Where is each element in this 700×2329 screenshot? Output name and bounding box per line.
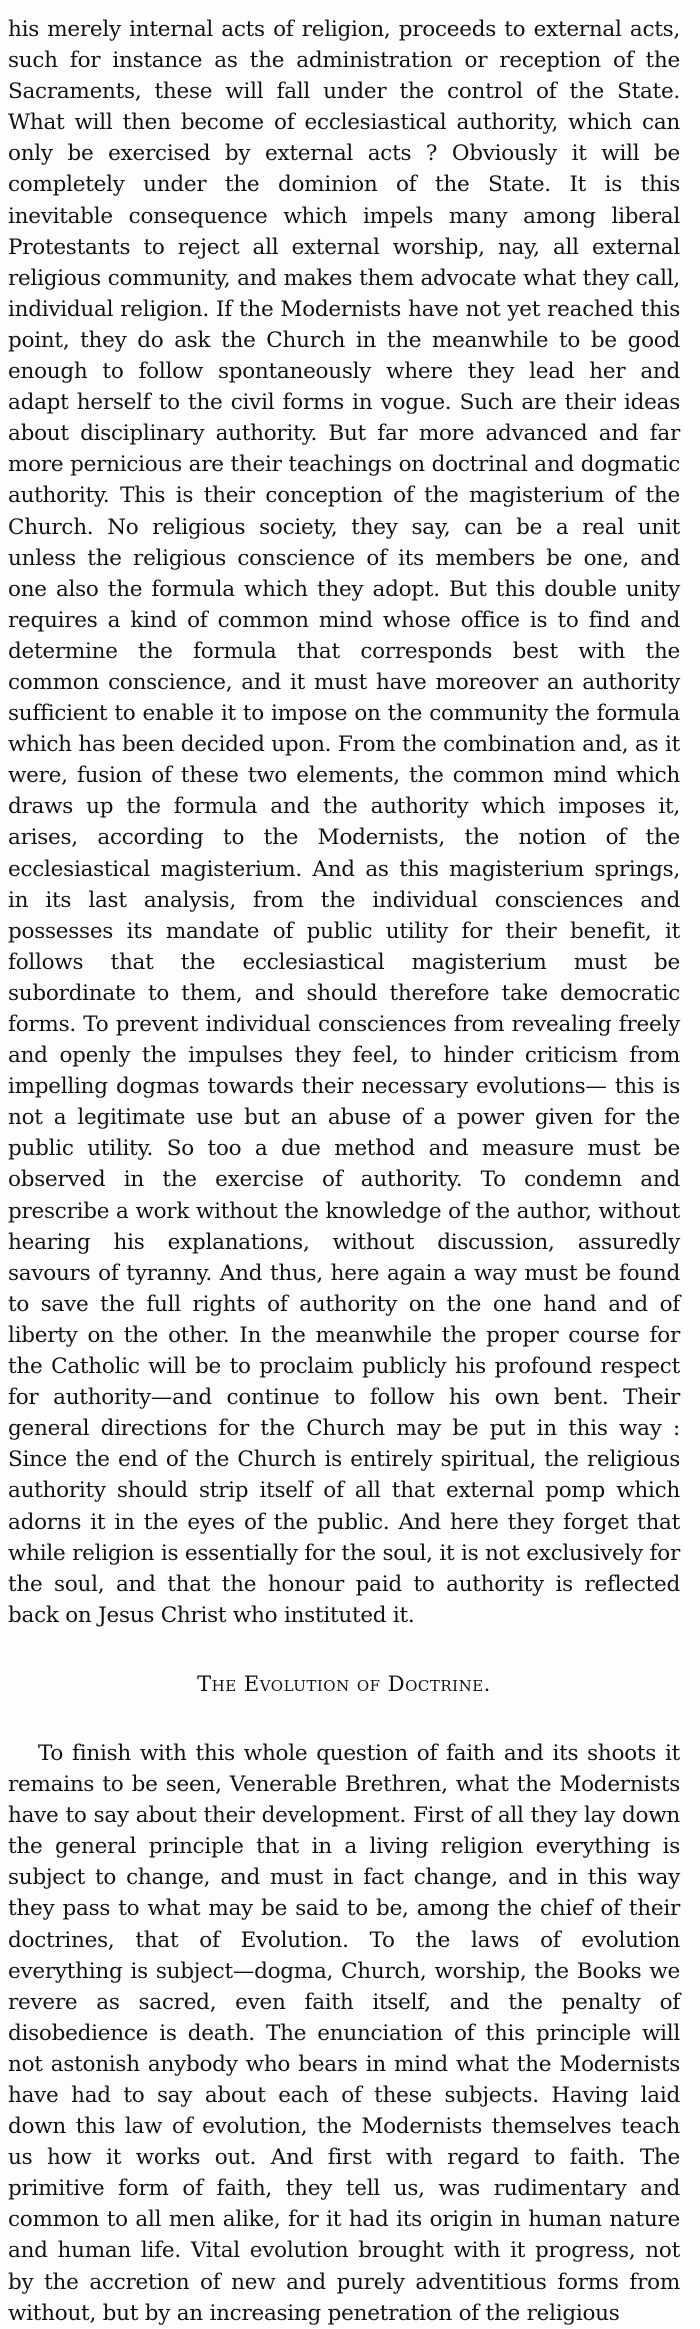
section-heading: The Evolution of Doctrine. <box>197 1671 491 1696</box>
body-paragraph: To finish with this whole question of faith and its shoots it remains to be seen, Venerable Brethren, what the Modernists have to say about their development. First of all they lay down the general principle that in a living religion everything is subject to change, and must in fact change, and in this way they pass to what may be said to be, among the chief of their doctrines, that of Evolution. To the laws of evolution everything is subject—dogma, Church, worship, the Books we revere as sacred, even faith itself, and the penalty of disobedience is death. The enunciation of this principle will not astonish anybody who bears in mind what the Modernists have had to say about each of these subjects. Having laid down this law of evolution, the Modernists themselves teach us how it works out. And first with regard to faith. The primitive form of faith, they tell us, was rudimentary and common to all men alike, for it had its origin in human nature and human life. Vital evolution brought with it progress, not by the accretion of new and purely adventitious forms from without, but by an increasing penetration of the religious <box>8 1740 680 2326</box>
body-paragraph: his merely internal acts of religion, proceeds to external acts, such for instance as the administration or reception of the Sacraments, these will fall under the control of the State. What will then become of ecclesiastical authority, which can only be exercised by external acts ? Obviously it will be completely under the dominion of the State. It is this inevitable consequence which impels many among liberal Protestants to reject all external worship, nay, all external religious community, and makes them advocate what they call, individual religion. If the Modernists have not yet reached this point, they do ask the Church in the meanwhile to be good enough to follow spontaneously where they lead her and adapt herself to the civil forms in vogue. Such are their ideas about disciplinary authority. But far more advanced and far more pernicious are their teachings on doctrinal and dogmatic authority. This is their conception of the magisterium of the Church. No religious society, they say, can be a real unit unless the religious conscience of its members be one, and one also the formula which they adopt. But this double unity requires a kind of common mind whose office is to find and determine the formula that corresponds best with the common conscience, and it must have moreover an authority sufficient to enable it to impose on the community the formula which has been decided upon. From the combination and, as it were, fusion of these two elements, the common mind which draws up the formula and the authority which imposes it, arises, according to the Modernists, the notion of the ecclesiastical magisterium. And as this magisterium springs, in its last analysis, from the individual consciences and possesses its mandate of public utility for their benefit, it follows that the ecclesiastical magisterium must be subordinate to them, and should therefore take democratic forms. To prevent individual consciences from revealing freely and openly the impulses they feel, to hinder criticism from impelling dogmas towards their necessary evolutions— this is not a legitimate use but an abuse of a power given for the public utility. So too a due method and measure must be observed in the exercise of authority. To condemn and prescribe a work without the knowledge of the author, without hearing his explanations, without discussion, assuredly savours of tyranny. And thus, here again a way must be found to save the full rights of authority on the one hand and of liberty on the other. In the meanwhile the proper course for the Catholic will be to proclaim publicly his profound respect for authority—and continue to follow his own bent. Their general directions for the Church may be put in this way : Since the end of the Church is entirely spiritual, the religious authority should strip itself of all that external pomp which adorns it in the eyes of the public. And here they forget that while religion is essentially for the soul, it is not exclusively for the soul, and that the honour paid to authority is reflected back on Jesus Christ who instituted it. <box>8 17 680 1628</box>
